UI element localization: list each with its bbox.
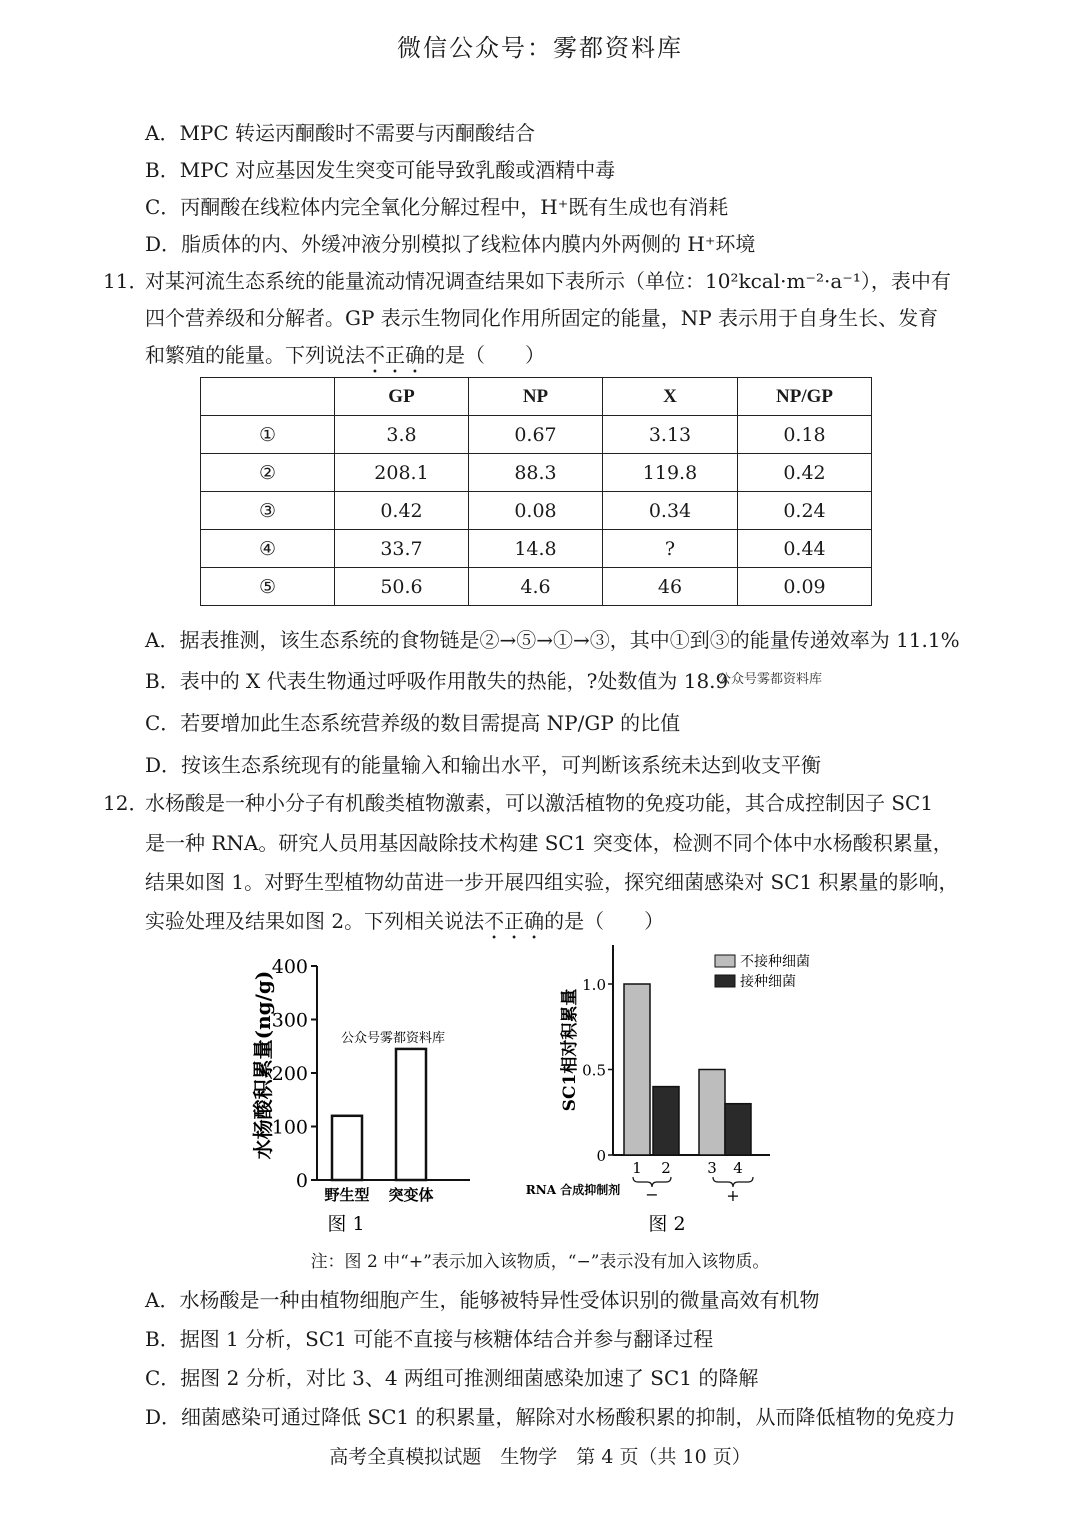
table-row xyxy=(201,416,872,454)
table-cell: 0.42 xyxy=(335,492,469,530)
q11-option-b: B．表中的 X 代表生物通过呼吸作用散失的热能，?处数值为 18.9 xyxy=(145,669,729,693)
fig2-x-tick-label: 4 xyxy=(733,1159,743,1177)
table-cell: 0.18 xyxy=(738,416,872,454)
fig2-y-tick-label: 1.0 xyxy=(582,976,606,994)
q11-stem-line3 xyxy=(145,339,545,378)
fig2-xsublabel: RNA 合成抑制剂 xyxy=(525,1183,621,1197)
fig2-title: 图 2 xyxy=(648,1213,686,1235)
table-cell: 0.67 xyxy=(469,416,603,454)
table-cell: 0.42 xyxy=(738,454,872,492)
fig2-bar xyxy=(725,1104,751,1155)
q12-option-a: A．水杨酸是一种由植物细胞产生，能够被特异性受体识别的微量高效有机物 xyxy=(145,1288,820,1312)
q11-option-c: C．若要增加此生态系统营养级的数目需提高 NP/GP 的比值 xyxy=(145,711,681,735)
table-cell: 0.08 xyxy=(469,492,603,530)
table-cell: 3.13 xyxy=(603,416,738,454)
q10-option-d: D．脂质体的内、外缓冲液分别模拟了线粒体内膜内外两侧的 H⁺环境 xyxy=(145,232,756,256)
q11-stem-tail: 的是（ ） xyxy=(425,343,545,367)
fig2-legend-label: 接种细菌 xyxy=(740,974,796,990)
q10-option-c: C．丙酮酸在线粒体内完全氧化分解过程中，H⁺既有生成也有消耗 xyxy=(145,195,729,219)
table-cell: 0.24 xyxy=(738,492,872,530)
q12-option-d: D．细菌感染可通过降低 SC1 的积累量，解除对水杨酸积累的抑制，从而降低植物的免疫力 xyxy=(145,1405,956,1429)
fig2-group-minus: − xyxy=(645,1185,659,1204)
q11-emphasis: 不正确 xyxy=(365,343,425,367)
fig1-x-tick-label: 野生型 xyxy=(324,1186,370,1204)
table-cell: 4.6 xyxy=(469,568,603,606)
fig1-annotation: 公众号雾都资料库 xyxy=(340,1031,446,1046)
table-header-row xyxy=(201,378,872,416)
q12-stem-text: 实验处理及结果如图 2。下列相关说法 xyxy=(145,909,485,933)
table-cell: 50.6 xyxy=(335,568,469,606)
fig2-legend-label: 不接种细菌 xyxy=(740,954,810,970)
table-row xyxy=(201,568,872,606)
fig2-x-tick-label: 2 xyxy=(661,1159,671,1177)
fig2-ylabel: SC1相对积累量 xyxy=(560,988,580,1112)
fig1-y-tick-label: 0 xyxy=(295,1170,308,1192)
table-cell: ③ xyxy=(201,492,335,530)
table-header xyxy=(201,378,335,416)
q10-option-a: A．MPC 转运丙酮酸时不需要与丙酮酸结合 xyxy=(145,121,536,145)
fig1-y-tick-label: 400 xyxy=(271,956,308,978)
fig2-bar xyxy=(699,1070,725,1156)
q12-emphasis: 不正确 xyxy=(484,909,545,933)
fig2-bar xyxy=(624,984,650,1155)
fig2-x-tick-label: 3 xyxy=(707,1159,717,1177)
table-cell: 14.8 xyxy=(469,530,603,568)
table-cell: ? xyxy=(603,530,738,568)
q12-number: 12． xyxy=(103,791,149,815)
energy-table xyxy=(200,377,872,606)
q12-stem-line2: 是一种 RNA。研究人员用基因敲除技术构建 SC1 突变体，检测不同个体中水杨酸积累量， xyxy=(145,831,953,855)
q11-option-d: D．按该生态系统现有的能量输入和输出水平，可判断该系统未达到收支平衡 xyxy=(145,753,822,777)
fig1-x-tick-label: 突变体 xyxy=(388,1186,434,1204)
fig2-legend-swatch xyxy=(715,955,735,967)
fig2-bar xyxy=(653,1087,679,1155)
figure-2-chart xyxy=(525,945,835,1240)
table-header: GP xyxy=(335,378,469,416)
fig2-y-tick-label: 0.5 xyxy=(582,1061,606,1080)
q12-option-c: C．据图 2 分析，对比 3、4 两组可推测细菌感染加速了 SC1 的降解 xyxy=(145,1366,759,1390)
table-cell: 0.09 xyxy=(738,568,872,606)
figure-1-chart xyxy=(250,950,480,1240)
page-footer: 高考全真模拟试题 生物学 第 4 页（共 10 页） xyxy=(329,1446,751,1468)
q11-option-a: A．据表推测，该生态系统的食物链是②→⑤→①→③，其中①到③的能量传递效率为 11.1% xyxy=(145,628,960,652)
fig2-legend-swatch xyxy=(715,975,735,987)
q12-stem-line1: 水杨酸是一种小分子有机酸类植物激素，可以激活植物的免疫功能，其合成控制因子 SC1 xyxy=(145,791,934,815)
page-header: 微信公众号：雾都资料库 xyxy=(397,34,683,62)
fig2-y-tick-label: 0 xyxy=(596,1147,606,1165)
q12-stem-tail: 的是（ ） xyxy=(544,909,665,933)
table-cell: 208.1 xyxy=(335,454,469,492)
table-header: NP xyxy=(469,378,603,416)
q11-number: 11． xyxy=(103,269,149,293)
fig1-ylabel: 水杨酸积累量(ng/g) xyxy=(251,970,275,1160)
q12-stem-line4 xyxy=(145,905,664,944)
table-header: X xyxy=(603,378,738,416)
fig1-y-tick-label: 300 xyxy=(271,1009,308,1032)
table-cell: ④ xyxy=(201,530,335,568)
fig1-bar xyxy=(396,1049,426,1180)
q10-option-b: B．MPC 对应基因发生突变可能导致乳酸或酒精中毒 xyxy=(145,158,616,182)
table-cell: ⑤ xyxy=(201,568,335,606)
table-header: NP/GP xyxy=(738,378,872,416)
fig1-bar xyxy=(332,1116,362,1180)
q11-stem-line1: 对某河流生态系统的能量流动情况调查结果如下表所示（单位：10²kcal·m⁻²·a⁻¹），表中有 xyxy=(145,269,951,293)
table-row xyxy=(201,530,872,568)
table-row xyxy=(201,492,872,530)
table-cell: 0.44 xyxy=(738,530,872,568)
fig1-title: 图 1 xyxy=(327,1213,365,1235)
table-cell: 119.8 xyxy=(603,454,738,492)
fig2-x-tick-label: 1 xyxy=(632,1159,642,1177)
fig2-group-plus: + xyxy=(726,1186,740,1205)
q11-stem-line2: 四个营养级和分解者。GP 表示生物同化作用所固定的能量，NP 表示用于自身生长、发育 xyxy=(145,306,939,330)
q12-option-b: B．据图 1 分析，SC1 可能不直接与核糖体结合并参与翻译过程 xyxy=(145,1327,714,1351)
table-cell: 88.3 xyxy=(469,454,603,492)
fig1-y-tick-label: 200 xyxy=(271,1063,308,1085)
table-cell: ① xyxy=(201,416,335,454)
table-cell: 0.34 xyxy=(603,492,738,530)
q11-stem-text: 和繁殖的能量。下列说法 xyxy=(145,343,365,367)
table-cell: ② xyxy=(201,454,335,492)
table-cell: 3.8 xyxy=(335,416,469,454)
figure-note: 注：图 2 中“+”表示加入该物质，“−”表示没有加入该物质。 xyxy=(310,1252,770,1272)
table-cell: 33.7 xyxy=(335,530,469,568)
q12-stem-line3: 结果如图 1。对野生型植物幼苗进一步开展四组实验，探究细菌感染对 SC1 积累量的影响， xyxy=(145,870,959,894)
table-cell: 46 xyxy=(603,568,738,606)
table-row xyxy=(201,454,872,492)
watermark: 公众号雾都资料库 xyxy=(718,672,823,687)
fig1-y-tick-label: 100 xyxy=(271,1116,308,1139)
